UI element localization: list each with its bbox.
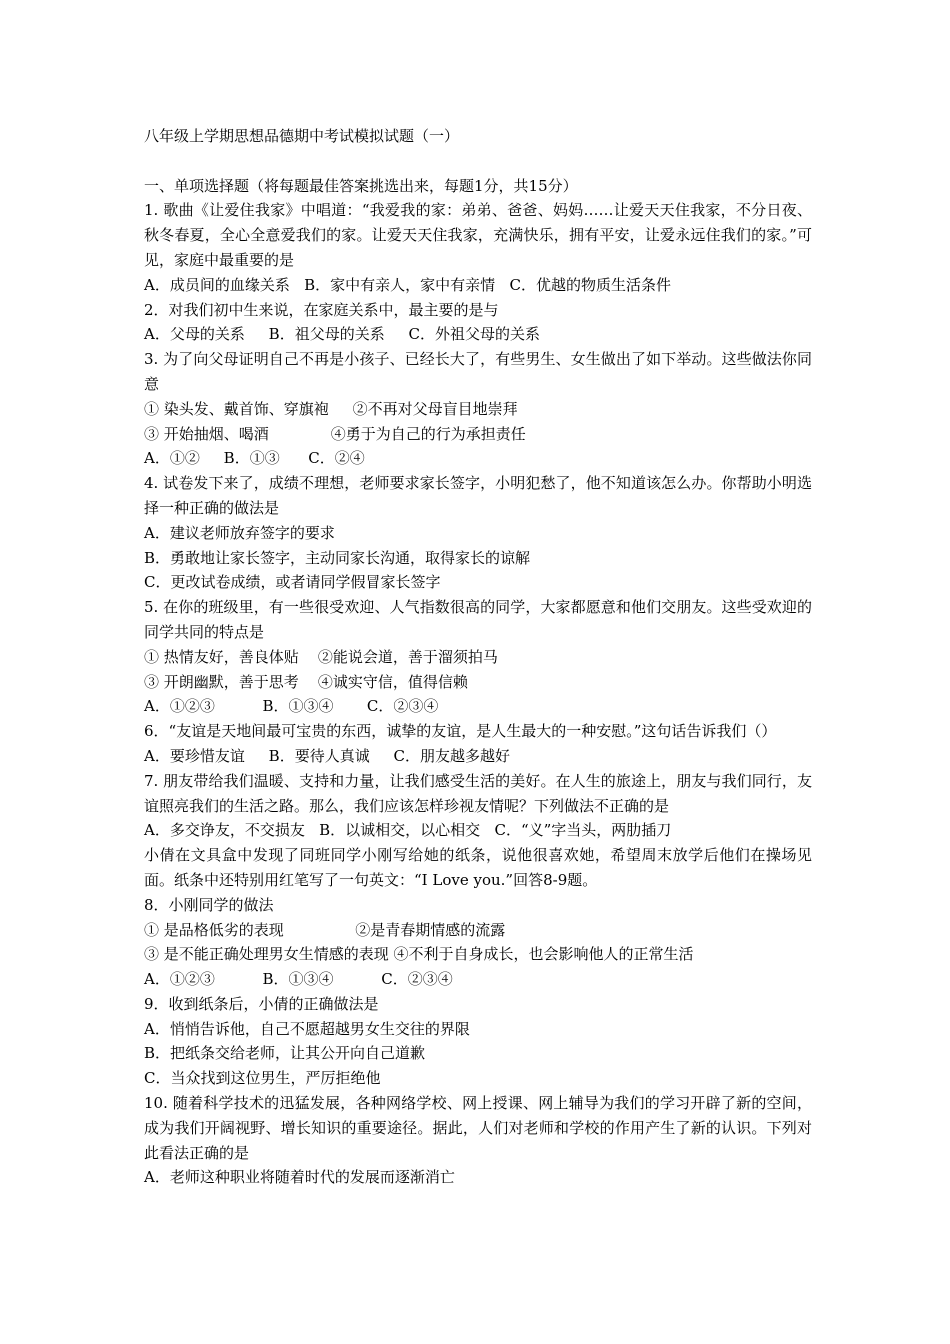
question-1-stem: 1. 歌曲《让爱住我家》中唱道：“我爱我的家：弟弟、爸爸、妈妈……让爱天天住我家，不分日夜、秋冬春夏，全心全意爱我们的家。让爱天天住我家，充满快乐，拥有平安，让爱永远住我们的家。”可见，家庭中最重要的是	[144, 201, 812, 269]
page-title: 八年级上学期思想品德期中考试模拟试题（一）	[144, 127, 460, 145]
question-4-stem: 4. 试卷发下来了，成绩不理想，老师要求家长签字，小明犯愁了，他不知道该怎么办。你帮助小明选择一种正确的做法是	[144, 474, 812, 517]
question-8-item-1: ① 是品格低劣的表现 ②是青春期情感的流露	[144, 920, 506, 939]
question-9-option-c: C．当众找到这位男生，严厉拒绝他	[144, 1069, 381, 1088]
question-6-options: A．要珍惜友谊 B．要待人真诚 C．朋友越多越好	[144, 746, 511, 765]
question-7-stem: 7. 朋友带给我们温暖、支持和力量，让我们感受生活的美好。在人生的旅途上，朋友与我们同行，友谊照亮我们的生活之路。那么，我们应该怎样珍视友情呢？下列做法不正确的是	[144, 771, 812, 815]
question-3-item-1: ① 染头发、戴首饰、穿旗袍 ②不再对父母盲目地崇拜	[144, 399, 518, 418]
question-3-options: A．①② B．①③ C．②④	[144, 449, 365, 468]
question-4-option-b: B．勇敢地让家长签字，主动同家长沟通，取得家长的谅解	[144, 548, 531, 567]
question-6-stem: 6．“友谊是天地间最可宝贵的东西，诚挚的友谊，是人生最大的一种安慰。”这句话告诉我们（）	[144, 722, 777, 741]
question-5-stem: 5. 在你的班级里，有一些很受欢迎、人气指数很高的同学，大家都愿意和他们交朋友。这些受欢迎的同学共同的特点是	[144, 598, 812, 641]
question-9-option-a: A．悄悄告诉他，自己不愿超越男女生交往的界限	[144, 1019, 470, 1038]
exam-page	[144, 124, 812, 1190]
question-1-options: A．成员间的血缘关系 B．家中有亲人，家中有亲情 C．优越的物质生活条件	[144, 275, 671, 294]
question-3-item-2: ③ 开始抽烟、喝酒 ④勇于为自己的行为承担责任	[144, 424, 526, 443]
question-5-options: A．①②③ B．①③④ C．②③④	[144, 697, 439, 716]
question-8-item-2: ③ 是不能正确处理男女生情感的表现 ④不利于自身成长，也会影响他人的正常生活	[144, 945, 694, 964]
question-8-stem: 8．小刚同学的做法	[144, 895, 274, 914]
reading-passage: 小倩在文具盒中发现了同班同学小刚写给她的纸条，说他很喜欢她，希望周末放学后他们在操场见面。纸条中还特别用红笔写了一句英文：“I Love you.”回答8-9题。	[144, 846, 812, 889]
question-5-item-1: ① 热情友好，善良体贴 ②能说会道，善于溜须拍马	[144, 647, 498, 666]
section-heading: 一、单项选择题（将每题最佳答案挑选出来，每题1分，共15分）	[144, 176, 578, 195]
question-5-item-2: ③ 开朗幽默，善于思考 ④诚实守信，值得信赖	[144, 672, 468, 691]
question-2-stem: 2．对我们初中生来说，在家庭关系中，最主要的是与	[144, 300, 499, 319]
question-4-option-c: C．更改试卷成绩，或者请同学假冒家长签字	[144, 573, 441, 592]
question-10-option-a: A．老师这种职业将随着时代的发展而逐渐消亡	[144, 1168, 455, 1187]
question-9-option-b: B．把纸条交给老师，让其公开向自己道歉	[144, 1044, 426, 1063]
question-7-options: A．多交诤友，不交损友 B．以诚相交，以心相交 C．“义”字当头，两肋插刀	[144, 821, 672, 840]
question-10-stem: 10. 随着科学技术的迅猛发展，各种网络学校、网上授课、网上辅导为我们的学习开辟了新的空间，成为我们开阔视野、增长知识的重要途径。据此，人们对老师和学校的作用产生了新的认识。下列对此看法正确的是	[144, 1094, 812, 1162]
question-2-options: A．父母的关系 B．祖父母的关系 C．外祖父母的关系	[144, 325, 541, 344]
question-8-options: A．①②③ B．①③④ C．②③④	[144, 970, 453, 989]
question-3-stem: 3. 为了向父母证明自己不再是小孩子、已经长大了，有些男生、女生做出了如下举动。这些做法你同意	[144, 350, 812, 393]
question-4-option-a: A．建议老师放弃签字的要求	[144, 523, 335, 542]
question-9-stem: 9．收到纸条后，小倩的正确做法是	[144, 994, 379, 1013]
